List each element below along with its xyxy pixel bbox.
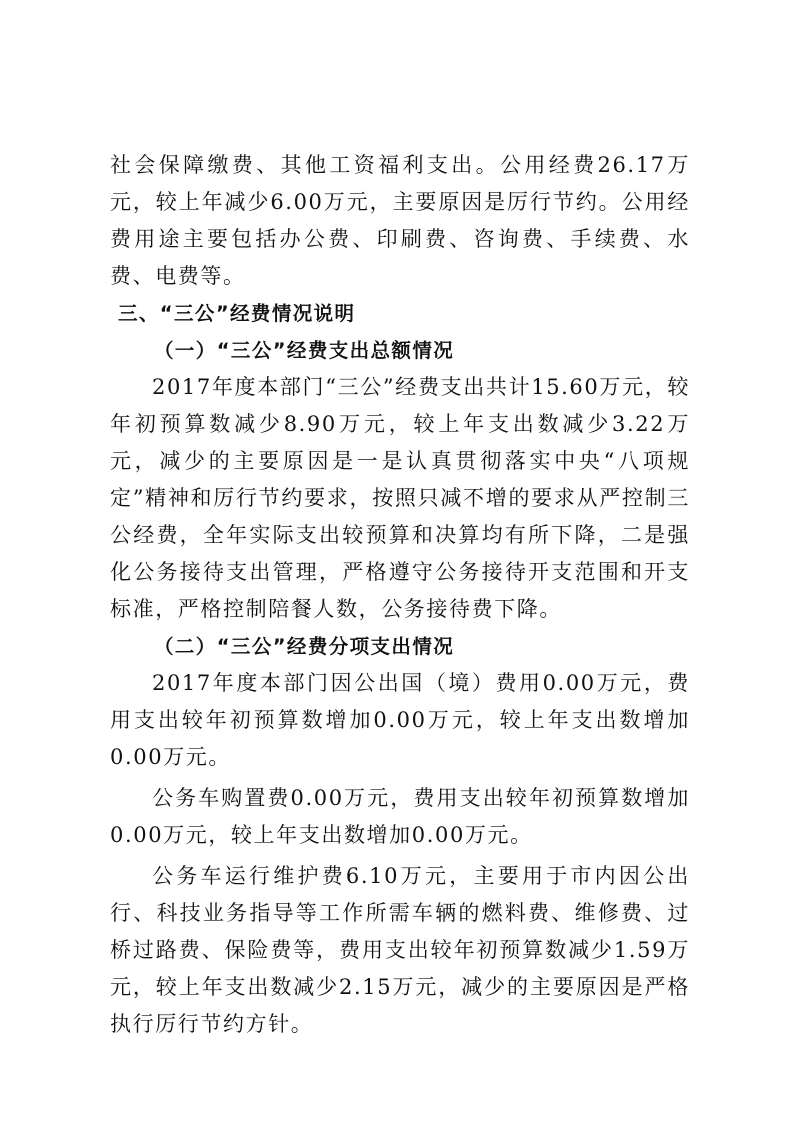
section-heading-three-public: 三、“三公”经费情况说明 bbox=[118, 302, 356, 325]
paragraph-vehicle-operation: 公务车运行维护费6.10万元，主要用于市内因公出行、科技业务指导等工作所需车辆的燃料费、维修费、过桥过路费、保险费等，费用支出较年初预算数减少1.59万元，较上年支出数减少2.15万元，减少的主要原因是严格执行厉行节约方针。 bbox=[110, 864, 690, 1036]
paragraph-vehicle-purchase: 公务车购置费0.00万元，费用支出较年初预算数增加0.00万元，较上年支出数增加0.00万元。 bbox=[110, 786, 690, 847]
document-page bbox=[110, 147, 690, 1043]
paragraph-public-expenses: 社会保障缴费、其他工资福利支出。公用经费26.17万元，较上年减少6.00万元，主要原因是厉行节约。公用经费用途主要包括办公费、印刷费、咨询费、手续费、水费、电费等。 bbox=[110, 153, 690, 288]
paragraph-total-expenditure: 2017年度本部门“三公”经费支出共计15.60万元，较年初预算数减少8.90万元，较上年支出数减少3.22万元，减少的主要原因是一是认真贯彻落实中央“八项规定”精神和厉行节约要求，按照只减不增的要求从严控制三公经费，全年实际支出较预算和决算均有所下降，二是强化公务接待支出管理，严格遵守公务接待开支范围和开支标准，严格控制陪餐人数，公务接待费下降。 bbox=[110, 375, 690, 621]
subheading-itemized-expenditure: （二）“三公”经费分项支出情况 bbox=[154, 635, 455, 658]
paragraph-overseas-travel: 2017年度本部门因公出国（境）费用0.00万元，费用支出较年初预算数增加0.00万元，较上年支出数增加0.00万元。 bbox=[110, 671, 690, 769]
subheading-total-expenditure: （一）“三公”经费支出总额情况 bbox=[154, 339, 455, 362]
